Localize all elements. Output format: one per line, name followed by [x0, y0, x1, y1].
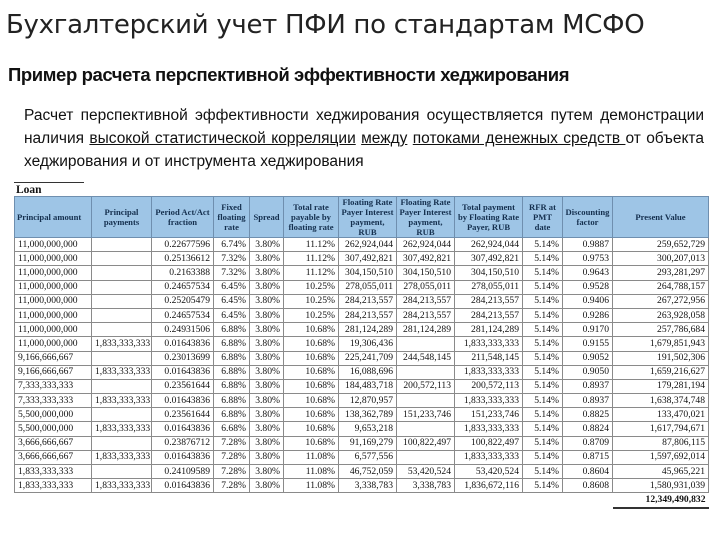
table-cell: 10.68% [284, 351, 339, 365]
table-cell: 0.23561644 [152, 379, 214, 393]
total-present-value: 12,349,490,832 [613, 493, 709, 508]
table-cell: 7.28% [214, 450, 250, 464]
table-row [15, 379, 709, 393]
table-cell: 179,281,194 [613, 379, 709, 393]
table-cell: 0.9050 [563, 365, 613, 379]
table-cell: 0.9286 [563, 308, 613, 322]
underlined-phrase-cash-flows: потоками денежных средств [412, 130, 626, 147]
table-cell: 0.8604 [563, 465, 613, 479]
table-cell: 1,836,672,116 [455, 479, 523, 493]
table-cell: 6.68% [214, 422, 250, 436]
table-cell: 0.9753 [563, 252, 613, 266]
empty-cell [284, 493, 339, 508]
table-cell: 9,653,218 [339, 422, 397, 436]
table-cell: 10.68% [284, 323, 339, 337]
table-cell: 138,362,789 [339, 408, 397, 422]
table-cell: 284,213,557 [339, 294, 397, 308]
table-cell: 7.32% [214, 266, 250, 280]
table-cell: 3.80% [250, 280, 284, 294]
table-cell: 11,000,000,000 [15, 337, 92, 351]
table-cell [92, 323, 152, 337]
table-cell: 0.24931506 [152, 323, 214, 337]
table-cell [92, 266, 152, 280]
table-row [15, 280, 709, 294]
table-cell: 278,055,011 [455, 280, 523, 294]
table-cell: 10.25% [284, 308, 339, 322]
table-cell: 9,166,666,667 [15, 351, 92, 365]
table-cell [92, 351, 152, 365]
table-cell: 100,822,497 [397, 436, 455, 450]
table-cell: 5.14% [523, 436, 563, 450]
table-row [15, 422, 709, 436]
table-cell: 1,833,333,333 [92, 365, 152, 379]
table-row [15, 479, 709, 493]
table-cell: 5.14% [523, 351, 563, 365]
table-cell: 6,577,556 [339, 450, 397, 464]
loan-table [14, 196, 709, 509]
table-cell: 0.8825 [563, 408, 613, 422]
table-cell: 5.14% [523, 394, 563, 408]
table-row [15, 408, 709, 422]
table-cell: 0.8824 [563, 422, 613, 436]
table-cell: 0.24657534 [152, 280, 214, 294]
table-body [15, 238, 709, 508]
table-cell: 200,572,113 [455, 379, 523, 393]
table-cell: 53,420,524 [397, 465, 455, 479]
header-cell: Principal payments [92, 197, 152, 238]
table-cell: 0.8937 [563, 394, 613, 408]
table-cell: 3,338,783 [397, 479, 455, 493]
table-cell: 0.9887 [563, 238, 613, 252]
table-cell: 0.25136612 [152, 252, 214, 266]
table-cell: 1,833,333,333 [92, 422, 152, 436]
table-cell: 6.88% [214, 365, 250, 379]
header-cell: Total payment by Floating Rate Payer, RUB [455, 197, 523, 238]
table-cell: 0.01643836 [152, 337, 214, 351]
table-cell: 11,000,000,000 [15, 280, 92, 294]
table-cell: 6.88% [214, 351, 250, 365]
table-cell: 281,124,289 [339, 323, 397, 337]
table-cell: 10.25% [284, 280, 339, 294]
table-cell: 3.80% [250, 238, 284, 252]
table-cell: 12,870,957 [339, 394, 397, 408]
table-cell: 307,492,821 [397, 252, 455, 266]
table-cell: 1,617,794,671 [613, 422, 709, 436]
table-cell: 10.68% [284, 408, 339, 422]
table-row [15, 238, 709, 252]
table-cell: 6.88% [214, 323, 250, 337]
table-cell: 100,822,497 [455, 436, 523, 450]
empty-cell [455, 493, 523, 508]
table-cell: 1,833,333,333 [455, 450, 523, 464]
table-cell: 10.68% [284, 379, 339, 393]
table-cell: 281,124,289 [397, 323, 455, 337]
table-cell: 151,233,746 [455, 408, 523, 422]
table-row [15, 365, 709, 379]
table-cell: 11,000,000,000 [15, 323, 92, 337]
table-cell: 19,306,436 [339, 337, 397, 351]
table-cell: 284,213,557 [455, 308, 523, 322]
table-cell: 6.45% [214, 294, 250, 308]
table-cell [92, 294, 152, 308]
table-cell: 133,470,021 [613, 408, 709, 422]
table-cell [92, 465, 152, 479]
table-cell: 0.23876712 [152, 436, 214, 450]
header-cell: Present Value [613, 197, 709, 238]
table-cell: 3,666,666,667 [15, 450, 92, 464]
table-cell: 3.80% [250, 337, 284, 351]
table-cell: 304,150,510 [455, 266, 523, 280]
table-cell: 53,420,524 [455, 465, 523, 479]
table-cell: 0.9155 [563, 337, 613, 351]
table-cell: 211,548,145 [455, 351, 523, 365]
table-cell: 1,833,333,333 [15, 465, 92, 479]
table-top-rule [14, 182, 84, 183]
table-cell: 5.14% [523, 465, 563, 479]
header-cell: Period Act/Act fraction [152, 197, 214, 238]
empty-cell [152, 493, 214, 508]
table-cell: 46,752,059 [339, 465, 397, 479]
table-cell: 5.14% [523, 252, 563, 266]
table-row [15, 465, 709, 479]
table-cell [397, 450, 455, 464]
table-cell: 262,924,044 [455, 238, 523, 252]
table-cell: 0.9643 [563, 266, 613, 280]
table-cell: 3.80% [250, 323, 284, 337]
table-cell: 11.08% [284, 465, 339, 479]
table-cell: 0.8937 [563, 379, 613, 393]
table-cell: 0.9052 [563, 351, 613, 365]
table-cell: 0.01643836 [152, 365, 214, 379]
table-cell: 3,338,783 [339, 479, 397, 493]
table-cell: 11,000,000,000 [15, 294, 92, 308]
table-cell: 5.14% [523, 408, 563, 422]
table-cell: 87,806,115 [613, 436, 709, 450]
table-cell: 0.23561644 [152, 408, 214, 422]
table-cell: 5.14% [523, 365, 563, 379]
table-cell: 3.80% [250, 408, 284, 422]
table-cell: 284,213,557 [455, 294, 523, 308]
table-cell [397, 337, 455, 351]
table-cell: 5.14% [523, 238, 563, 252]
underlined-phrase-between: между [361, 130, 408, 147]
table-cell: 244,548,145 [397, 351, 455, 365]
table-cell [397, 394, 455, 408]
table-caption: Loan [16, 184, 42, 196]
table-cell: 1,833,333,333 [92, 394, 152, 408]
table-cell: 3.80% [250, 394, 284, 408]
table-row [15, 450, 709, 464]
table-cell: 0.9170 [563, 323, 613, 337]
empty-cell [563, 493, 613, 508]
table-cell: 0.2163388 [152, 266, 214, 280]
table-cell: 278,055,011 [339, 280, 397, 294]
table-cell: 3.80% [250, 308, 284, 322]
table-cell: 304,150,510 [397, 266, 455, 280]
table-cell: 284,213,557 [397, 308, 455, 322]
table-cell [92, 252, 152, 266]
table-cell: 1,833,333,333 [455, 394, 523, 408]
header-cell: Spread [250, 197, 284, 238]
table-cell: 9,166,666,667 [15, 365, 92, 379]
table-cell: 3.80% [250, 351, 284, 365]
header-cell: Floating Rate Payer Interest payment, RUB [397, 197, 455, 238]
table-cell [92, 408, 152, 422]
header-cell: RFR at PMT date [523, 197, 563, 238]
empty-cell [15, 493, 92, 508]
table-cell: 10.68% [284, 422, 339, 436]
table-cell: 6.88% [214, 379, 250, 393]
table-cell: 0.01643836 [152, 450, 214, 464]
table-cell: 0.25205479 [152, 294, 214, 308]
table-cell: 293,281,297 [613, 266, 709, 280]
paragraph-text-1: Расчет перспективной эффективности хеджирования осуществляется путем демонстрации наличия [24, 107, 704, 147]
table-cell: 1,580,931,039 [613, 479, 709, 493]
header-cell: Principal amount [15, 197, 92, 238]
table-cell: 3.80% [250, 379, 284, 393]
table-cell: 91,169,279 [339, 436, 397, 450]
table-cell: 10.68% [284, 337, 339, 351]
table-cell: 284,213,557 [339, 308, 397, 322]
underlined-phrase-correlation: высокой статистической корреляции [89, 130, 356, 147]
table-cell: 3.80% [250, 436, 284, 450]
table-cell: 11.12% [284, 252, 339, 266]
table-cell: 45,965,221 [613, 465, 709, 479]
table-cell: 11.08% [284, 450, 339, 464]
table-cell: 5.14% [523, 308, 563, 322]
table-cell: 1,833,333,333 [455, 337, 523, 351]
table-cell: 151,233,746 [397, 408, 455, 422]
table-cell: 11,000,000,000 [15, 252, 92, 266]
table-row [15, 351, 709, 365]
table-cell: 263,928,058 [613, 308, 709, 322]
table-cell [92, 379, 152, 393]
table-cell: 264,788,157 [613, 280, 709, 294]
empty-cell [397, 493, 455, 508]
table-cell: 1,638,374,748 [613, 394, 709, 408]
table-cell: 10.68% [284, 436, 339, 450]
table-cell: 1,833,333,333 [455, 365, 523, 379]
table-cell: 10.68% [284, 365, 339, 379]
table-cell: 3.80% [250, 422, 284, 436]
table-cell: 7.28% [214, 436, 250, 450]
total-row [15, 493, 709, 508]
table-cell: 5.14% [523, 379, 563, 393]
table-cell: 5.14% [523, 422, 563, 436]
table-row [15, 337, 709, 351]
table-cell: 281,124,289 [455, 323, 523, 337]
header-cell: Fixed floating rate [214, 197, 250, 238]
slide-title: Бухгалтерский учет ПФИ по стандартам МСФО [6, 10, 645, 40]
table-cell: 7,333,333,333 [15, 394, 92, 408]
table-row [15, 252, 709, 266]
table-cell: 0.8709 [563, 436, 613, 450]
table-cell [92, 436, 152, 450]
table-cell: 5.14% [523, 450, 563, 464]
table-row [15, 394, 709, 408]
table-row [15, 308, 709, 322]
table-cell: 304,150,510 [339, 266, 397, 280]
table-cell: 5,500,000,000 [15, 422, 92, 436]
table-cell: 7.28% [214, 465, 250, 479]
table-cell: 257,786,684 [613, 323, 709, 337]
table-cell: 5.14% [523, 479, 563, 493]
table-cell [92, 280, 152, 294]
table-cell: 1,597,692,014 [613, 450, 709, 464]
table-cell: 262,924,044 [339, 238, 397, 252]
table-cell: 0.01643836 [152, 479, 214, 493]
table-row [15, 436, 709, 450]
table-cell: 5.14% [523, 294, 563, 308]
table-cell: 200,572,113 [397, 379, 455, 393]
header-cell: Discounting factor [563, 197, 613, 238]
table-cell [92, 238, 152, 252]
table-cell: 6.45% [214, 308, 250, 322]
table-cell: 191,502,306 [613, 351, 709, 365]
table-cell: 0.01643836 [152, 394, 214, 408]
table-cell: 5,500,000,000 [15, 408, 92, 422]
table-cell: 1,833,333,333 [455, 422, 523, 436]
table-cell [397, 422, 455, 436]
table-cell: 11.12% [284, 238, 339, 252]
table-row [15, 294, 709, 308]
table-cell: 259,652,729 [613, 238, 709, 252]
empty-cell [92, 493, 152, 508]
table-cell: 11,000,000,000 [15, 308, 92, 322]
table-cell: 0.24657534 [152, 308, 214, 322]
table-cell: 6.88% [214, 337, 250, 351]
table-cell: 10.68% [284, 394, 339, 408]
empty-cell [214, 493, 250, 508]
table-cell: 3.80% [250, 465, 284, 479]
table-cell: 3.80% [250, 365, 284, 379]
table-cell: 11,000,000,000 [15, 266, 92, 280]
table-cell: 6.74% [214, 238, 250, 252]
table-cell: 1,833,333,333 [92, 479, 152, 493]
table-cell: 0.9406 [563, 294, 613, 308]
table-cell: 184,483,718 [339, 379, 397, 393]
table-cell [397, 365, 455, 379]
table-cell: 300,207,013 [613, 252, 709, 266]
table-cell: 3.80% [250, 294, 284, 308]
table-cell: 1,833,333,333 [92, 450, 152, 464]
table-cell: 11,000,000,000 [15, 238, 92, 252]
table-cell: 307,492,821 [339, 252, 397, 266]
table-cell: 5.14% [523, 323, 563, 337]
table-cell: 0.23013699 [152, 351, 214, 365]
table-header-row [15, 197, 709, 238]
table-cell: 0.8715 [563, 450, 613, 464]
table-cell: 1,659,216,627 [613, 365, 709, 379]
table-cell: 0.8608 [563, 479, 613, 493]
table-cell: 11.08% [284, 479, 339, 493]
table-cell: 0.24109589 [152, 465, 214, 479]
paragraph-text-4: от объекта хеджирования и от инструмента хеджирования [24, 130, 704, 170]
table-cell: 6.45% [214, 280, 250, 294]
table-cell: 7.28% [214, 479, 250, 493]
table-cell: 284,213,557 [397, 294, 455, 308]
table-cell [92, 308, 152, 322]
table-cell: 0.01643836 [152, 422, 214, 436]
table-cell: 7.32% [214, 252, 250, 266]
table-cell: 6.88% [214, 408, 250, 422]
table-cell: 10.25% [284, 294, 339, 308]
header-cell: Floating Rate Payer Interest payment, RUB [339, 197, 397, 238]
table-cell: 225,241,709 [339, 351, 397, 365]
table-cell: 267,272,956 [613, 294, 709, 308]
table-cell: 3,666,666,667 [15, 436, 92, 450]
empty-cell [250, 493, 284, 508]
table-cell: 0.22677596 [152, 238, 214, 252]
table-cell: 3.80% [250, 252, 284, 266]
table-cell: 1,679,851,943 [613, 337, 709, 351]
table-cell: 1,833,333,333 [15, 479, 92, 493]
table-cell: 6.88% [214, 394, 250, 408]
empty-cell [339, 493, 397, 508]
table-cell: 1,833,333,333 [92, 337, 152, 351]
table-cell: 5.14% [523, 266, 563, 280]
table-row [15, 266, 709, 280]
table-cell: 5.14% [523, 280, 563, 294]
table-row [15, 323, 709, 337]
table-cell: 16,088,696 [339, 365, 397, 379]
table-cell: 7,333,333,333 [15, 379, 92, 393]
table-cell: 3.80% [250, 266, 284, 280]
table-cell: 5.14% [523, 337, 563, 351]
table-cell: 11.12% [284, 266, 339, 280]
table-cell: 0.9528 [563, 280, 613, 294]
empty-cell [523, 493, 563, 508]
table-cell: 307,492,821 [455, 252, 523, 266]
slide-subtitle: Пример расчета перспективной эффективности хеджирования [8, 64, 570, 85]
table-cell: 3.80% [250, 479, 284, 493]
table-cell: 262,924,044 [397, 238, 455, 252]
table-cell: 278,055,011 [397, 280, 455, 294]
header-cell: Total rate payable by floating rate [284, 197, 339, 238]
description-paragraph [24, 104, 704, 173]
table-cell: 3.80% [250, 450, 284, 464]
